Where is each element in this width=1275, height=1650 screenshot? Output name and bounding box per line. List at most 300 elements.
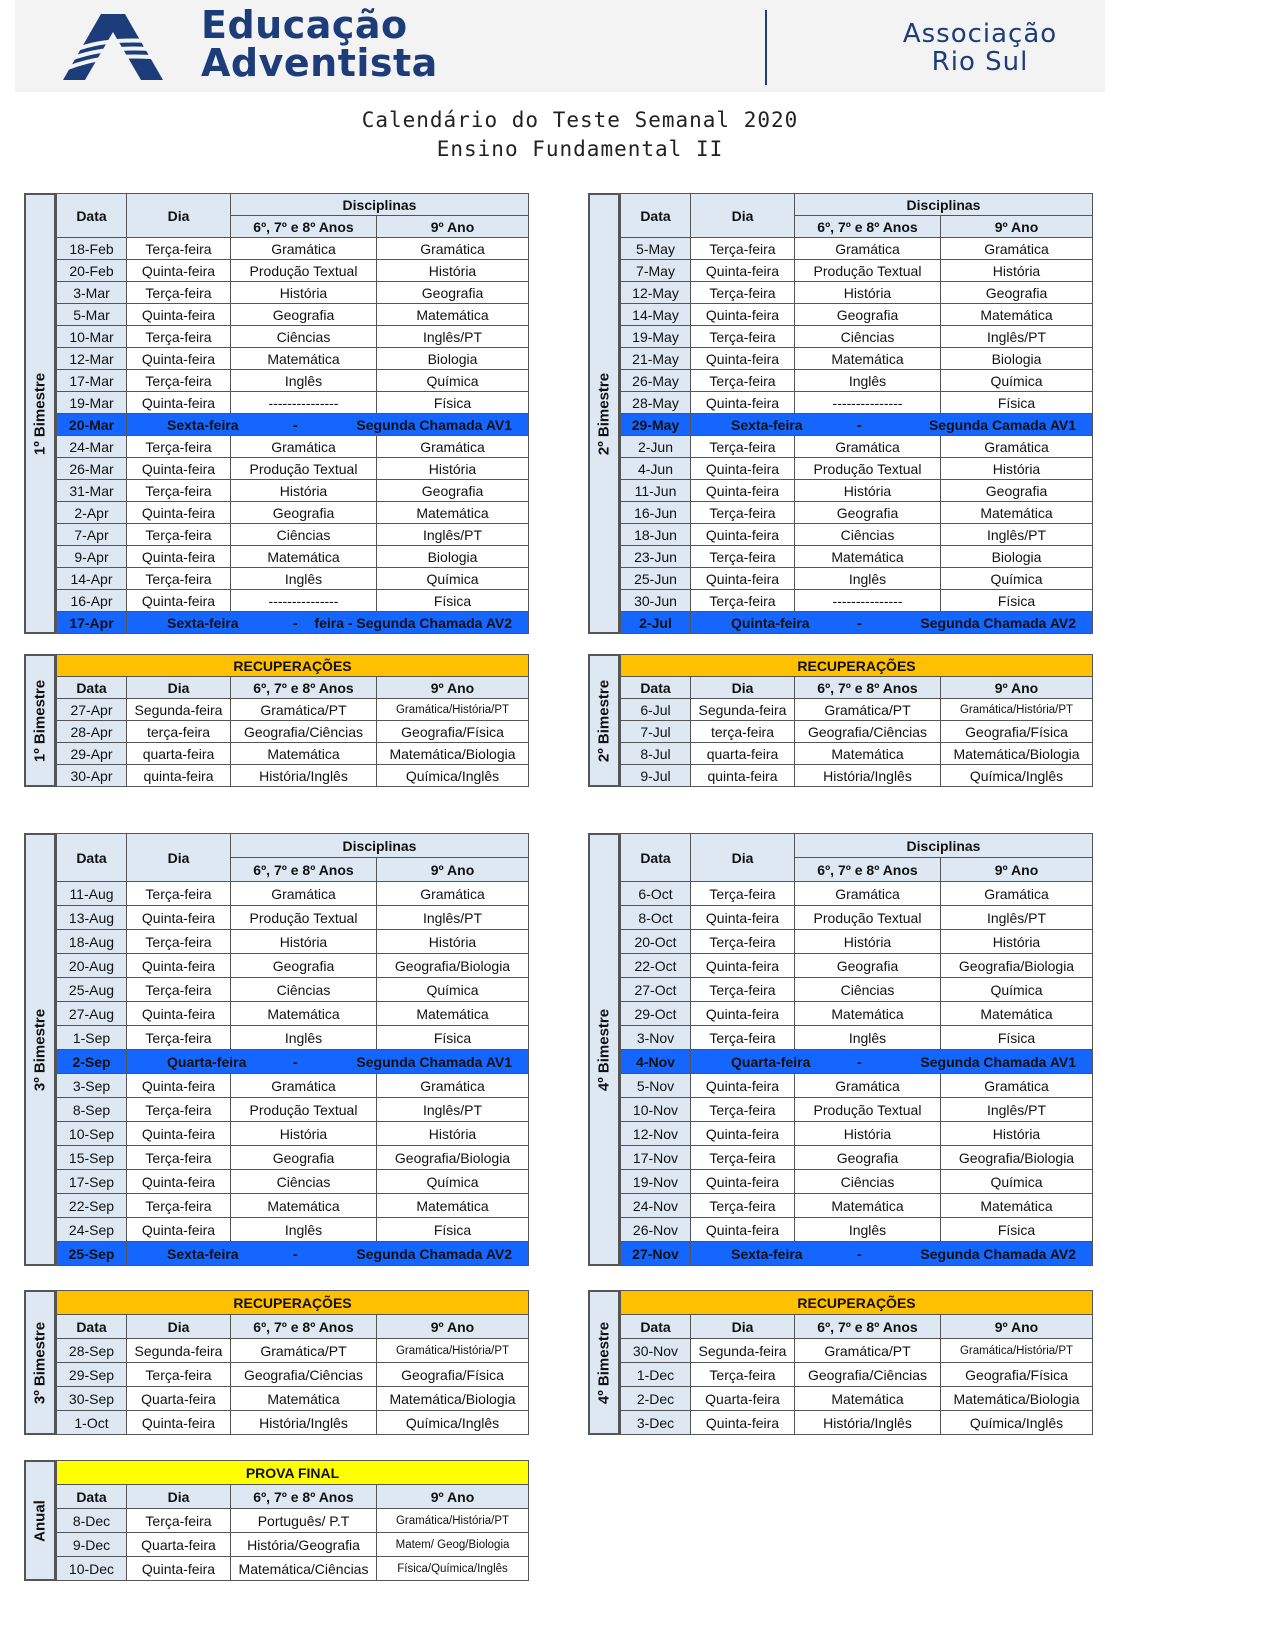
subject-678-cell: Matemática — [795, 1194, 941, 1218]
table-row — [57, 1050, 529, 1074]
table-row — [57, 1557, 529, 1581]
subject-678-cell: Gramática — [795, 1074, 941, 1098]
subject-9-cell: Química — [941, 568, 1093, 590]
header-disciplinas: Disciplinas — [795, 834, 1093, 858]
table-row — [621, 765, 1093, 787]
date-cell: 21-May — [621, 348, 691, 370]
subject-678-cell: Produção Textual — [231, 458, 377, 480]
day-label: Quinta-feira — [731, 614, 810, 631]
day-cell: Terça-feira — [691, 590, 795, 612]
logo-text — [201, 3, 438, 85]
subject-678-cell: História/Inglês — [231, 765, 377, 787]
date-cell: 10-Dec — [57, 1557, 127, 1581]
header-dia: Dia — [691, 834, 795, 882]
subject-9-cell: História — [941, 930, 1093, 954]
table-header-row — [621, 194, 1093, 216]
table-header-row — [57, 1315, 529, 1339]
table-row — [621, 743, 1093, 765]
subject-9-cell: Geografia — [377, 480, 529, 502]
subject-9-cell: Física — [377, 1026, 529, 1050]
table-row — [57, 370, 529, 392]
subject-9-cell: Química — [941, 370, 1093, 392]
dash-separator: - — [293, 1053, 298, 1070]
table-row — [621, 436, 1093, 458]
day-cell: Quinta-feira — [127, 1557, 231, 1581]
table-row — [621, 304, 1093, 326]
date-cell: 2-Jul — [621, 612, 691, 634]
header-dia: Dia — [127, 1485, 231, 1509]
table-row — [621, 612, 1093, 634]
dash-separator: - — [857, 1053, 862, 1070]
subject-678-cell: Matemática — [231, 348, 377, 370]
table-row — [57, 546, 529, 568]
date-cell: 30-Apr — [57, 765, 127, 787]
day-cell: Terça-feira — [691, 1363, 795, 1387]
subject-9-cell: História — [377, 930, 529, 954]
subject-678-cell: Produção Textual — [795, 260, 941, 282]
period-label: 4º Bimestre — [595, 1321, 613, 1404]
segunda-chamada-cell — [691, 612, 1093, 634]
day-cell: Terça-feira — [691, 978, 795, 1002]
date-cell: 8-Oct — [621, 906, 691, 930]
subject-9-cell: Geografia — [941, 282, 1093, 304]
subject-678-cell: História/Geografia — [231, 1533, 377, 1557]
date-cell: 20-Feb — [57, 260, 127, 282]
section-side-label — [588, 833, 620, 1266]
day-label: Sexta-feira — [167, 416, 239, 433]
day-cell: Quinta-feira — [691, 954, 795, 978]
table-row — [57, 304, 529, 326]
table-row — [57, 436, 529, 458]
subject-9-cell: Matemática — [377, 304, 529, 326]
subject-9-cell: Física — [941, 1026, 1093, 1050]
dash-separator: - — [857, 614, 862, 631]
subject-678-cell: Geografia — [231, 304, 377, 326]
day-cell: Quinta-feira — [127, 906, 231, 930]
day-cell: Terça-feira — [127, 1509, 231, 1533]
date-cell: 13-Aug — [57, 906, 127, 930]
day-cell: Quarta-feira — [691, 1387, 795, 1411]
day-cell: quinta-feira — [127, 765, 231, 787]
subject-9-cell: Geografia/Biologia — [377, 1146, 529, 1170]
subject-9-cell: Gramática — [941, 882, 1093, 906]
subject-9-cell: Matemática — [941, 1002, 1093, 1026]
header-678-anos: 6º, 7º e 8º Anos — [795, 677, 941, 699]
subject-9-cell: Química — [941, 978, 1093, 1002]
table-header-row — [57, 194, 529, 216]
page-header — [15, 0, 1105, 92]
date-cell: 29-May — [621, 414, 691, 436]
day-cell: Quinta-feira — [127, 546, 231, 568]
date-cell: 24-Sep — [57, 1218, 127, 1242]
subject-678-cell: Ciências — [231, 524, 377, 546]
subject-678-cell: Geografia — [795, 502, 941, 524]
header-disciplinas: Disciplinas — [231, 194, 529, 216]
table-row — [621, 978, 1093, 1002]
date-cell: 27-Apr — [57, 699, 127, 721]
date-cell: 17-Mar — [57, 370, 127, 392]
table-row — [621, 370, 1093, 392]
day-cell: Quinta-feira — [127, 392, 231, 414]
table-row — [621, 524, 1093, 546]
subject-678-cell: Ciências — [795, 326, 941, 348]
day-cell: Quinta-feira — [127, 1122, 231, 1146]
header-divider — [765, 10, 767, 85]
table-row — [57, 1146, 529, 1170]
assoc-line-1: Associação — [902, 19, 1058, 49]
subject-678-cell: Ciências — [795, 978, 941, 1002]
date-cell: 20-Aug — [57, 954, 127, 978]
subject-9-cell: Gramática/História/PT — [377, 1339, 529, 1363]
segunda-chamada-cell — [127, 612, 529, 634]
day-cell: Terça-feira — [691, 282, 795, 304]
date-cell: 6-Oct — [621, 882, 691, 906]
subject-678-cell: História — [231, 282, 377, 304]
day-cell: Terça-feira — [691, 436, 795, 458]
section-side-label — [24, 1290, 56, 1435]
date-cell: 19-May — [621, 326, 691, 348]
period-label: 2º Bimestre — [595, 372, 613, 455]
header-disciplinas: Disciplinas — [231, 834, 529, 858]
table-row — [621, 1098, 1093, 1122]
day-cell: Quinta-feira — [127, 1074, 231, 1098]
day-cell: Terça-feira — [691, 1026, 795, 1050]
subject-678-cell: Geografia — [231, 502, 377, 524]
subject-678-cell: Produção Textual — [795, 1098, 941, 1122]
date-cell: 1-Sep — [57, 1026, 127, 1050]
day-cell: Terça-feira — [127, 436, 231, 458]
subject-678-cell: História — [231, 1122, 377, 1146]
day-label: Sexta-feira — [167, 614, 239, 631]
logo-line-2: Adventista — [201, 41, 438, 85]
header-dia: Dia — [127, 677, 231, 699]
day-cell: Terça-feira — [127, 282, 231, 304]
section-band-row — [57, 655, 529, 677]
subject-9-cell: História — [377, 458, 529, 480]
subject-678-cell: --------------- — [231, 590, 377, 612]
table-row — [621, 326, 1093, 348]
page-title: Calendário do Teste Semanal 2020 — [361, 108, 799, 132]
segunda-chamada-cell — [127, 1050, 529, 1074]
date-cell: 12-Mar — [57, 348, 127, 370]
subject-9-cell: Matemática — [377, 1002, 529, 1026]
table-row — [57, 906, 529, 930]
date-cell: 28-Apr — [57, 721, 127, 743]
table-row — [621, 458, 1093, 480]
day-cell: Terça-feira — [127, 238, 231, 260]
date-cell: 10-Mar — [57, 326, 127, 348]
subject-678-cell: Matemática — [795, 1002, 941, 1026]
date-cell: 1-Oct — [57, 1411, 127, 1435]
page-subtitle: Ensino Fundamental II — [436, 137, 724, 161]
subject-9-cell: Inglês/PT — [377, 524, 529, 546]
table-header-row — [621, 1315, 1093, 1339]
header-9-ano: 9º Ano — [377, 216, 529, 238]
event-label: feira - Segunda Chamada AV2 — [314, 614, 513, 631]
table-row — [57, 1387, 529, 1411]
date-cell: 28-Sep — [57, 1339, 127, 1363]
subject-678-cell: Gramática — [795, 436, 941, 458]
table-row — [57, 954, 529, 978]
header-dia: Dia — [127, 834, 231, 882]
header-678-anos: 6º, 7º e 8º Anos — [231, 1485, 377, 1509]
date-cell: 27-Oct — [621, 978, 691, 1002]
table-row — [621, 1339, 1093, 1363]
day-label: Sexta-feira — [167, 1245, 239, 1262]
date-cell: 11-Jun — [621, 480, 691, 502]
subject-9-cell: Geografia/Biologia — [941, 1146, 1093, 1170]
table-row — [621, 721, 1093, 743]
header-9-ano: 9º Ano — [377, 858, 529, 882]
subject-9-cell: Matemática — [941, 304, 1093, 326]
header-data: Data — [57, 677, 127, 699]
date-cell: 5-Mar — [57, 304, 127, 326]
date-cell: 3-Dec — [621, 1411, 691, 1435]
prova-final-band: PROVA FINAL — [57, 1461, 529, 1485]
date-cell: 1-Dec — [621, 1363, 691, 1387]
subject-9-cell: Geografia/Física — [377, 721, 529, 743]
section-side-label — [24, 193, 56, 634]
date-cell: 7-May — [621, 260, 691, 282]
day-cell: Terça-feira — [691, 502, 795, 524]
subject-678-cell: Gramática — [795, 882, 941, 906]
date-cell: 2-Apr — [57, 502, 127, 524]
day-cell: Quinta-feira — [691, 1074, 795, 1098]
subject-9-cell: Inglês/PT — [377, 906, 529, 930]
date-cell: 8-Dec — [57, 1509, 127, 1533]
table-row — [621, 392, 1093, 414]
subject-9-cell: Biologia — [377, 348, 529, 370]
subject-678-cell: História — [795, 480, 941, 502]
date-cell: 12-Nov — [621, 1122, 691, 1146]
day-cell: Segunda-feira — [691, 699, 795, 721]
day-cell: Terça-feira — [127, 1363, 231, 1387]
subject-678-cell: Ciências — [795, 1170, 941, 1194]
table-row — [621, 1363, 1093, 1387]
subject-9-cell: História — [941, 458, 1093, 480]
date-cell: 19-Mar — [57, 392, 127, 414]
subject-9-cell: Física — [941, 590, 1093, 612]
date-cell: 26-Nov — [621, 1218, 691, 1242]
subject-678-cell: Geografia — [795, 304, 941, 326]
table-row — [621, 1146, 1093, 1170]
subject-9-cell: História — [941, 260, 1093, 282]
subject-678-cell: História — [795, 282, 941, 304]
day-cell: Quinta-feira — [691, 1411, 795, 1435]
date-cell: 8-Sep — [57, 1098, 127, 1122]
event-label: Segunda Chamada AV2 — [920, 1245, 1077, 1262]
header-data: Data — [621, 1315, 691, 1339]
date-cell: 20-Mar — [57, 414, 127, 436]
date-cell: 2-Sep — [57, 1050, 127, 1074]
date-cell: 7-Jul — [621, 721, 691, 743]
subject-678-cell: Ciências — [231, 1170, 377, 1194]
subject-678-cell: História — [795, 930, 941, 954]
table-row — [57, 1170, 529, 1194]
subject-678-cell: Geografia — [231, 954, 377, 978]
section-side-label — [24, 833, 56, 1266]
table-row — [57, 1242, 529, 1266]
table-row — [57, 392, 529, 414]
date-cell: 17-Apr — [57, 612, 127, 634]
day-cell: Quinta-feira — [127, 260, 231, 282]
day-cell: Terça-feira — [127, 978, 231, 1002]
subject-678-cell: Matemática — [795, 743, 941, 765]
subject-678-cell: Matemática — [795, 1387, 941, 1411]
subject-9-cell: Inglês/PT — [377, 326, 529, 348]
day-cell: Quinta-feira — [691, 458, 795, 480]
subject-678-cell: História — [231, 480, 377, 502]
table-row — [57, 1363, 529, 1387]
subject-9-cell: Inglês/PT — [941, 524, 1093, 546]
day-cell: Segunda-feira — [127, 1339, 231, 1363]
day-cell: Quinta-feira — [691, 392, 795, 414]
subject-678-cell: --------------- — [795, 590, 941, 612]
segunda-chamada-cell — [127, 1242, 529, 1266]
header-disciplinas: Disciplinas — [795, 194, 1093, 216]
period-label: 3º Bimestre — [31, 1321, 49, 1404]
subject-9-cell: Matemática/Biologia — [941, 1387, 1093, 1411]
event-label: Segunda Chamada AV2 — [920, 614, 1077, 631]
section-side-label — [588, 1290, 620, 1435]
schedule-table — [620, 193, 1093, 634]
header-data: Data — [57, 194, 127, 238]
date-cell: 22-Sep — [57, 1194, 127, 1218]
day-cell: Terça-feira — [127, 568, 231, 590]
header-data: Data — [57, 1485, 127, 1509]
table-row — [57, 1339, 529, 1363]
table-row — [621, 260, 1093, 282]
table-row — [621, 699, 1093, 721]
table-row — [57, 1411, 529, 1435]
subject-9-cell: Gramática — [941, 238, 1093, 260]
subject-678-cell: --------------- — [231, 392, 377, 414]
date-cell: 27-Aug — [57, 1002, 127, 1026]
subject-678-cell: Inglês — [795, 568, 941, 590]
subject-678-cell: Inglês — [795, 370, 941, 392]
date-cell: 8-Jul — [621, 743, 691, 765]
subject-9-cell: Química/Inglês — [941, 1411, 1093, 1435]
schedule-table — [56, 1460, 529, 1581]
header-678-anos: 6º, 7º e 8º Anos — [795, 1315, 941, 1339]
table-row — [621, 882, 1093, 906]
day-cell: Quinta-feira — [691, 524, 795, 546]
subject-9-cell: Química — [377, 568, 529, 590]
header-678-anos: 6º, 7º e 8º Anos — [231, 858, 377, 882]
subject-9-cell: Matemática/Biologia — [377, 743, 529, 765]
table-row — [621, 1002, 1093, 1026]
table-row — [57, 480, 529, 502]
day-cell: Segunda-feira — [691, 1339, 795, 1363]
date-cell: 10-Sep — [57, 1122, 127, 1146]
table-row — [57, 882, 529, 906]
table-header-row — [57, 834, 529, 858]
table-row — [57, 568, 529, 590]
header-9-ano: 9º Ano — [377, 677, 529, 699]
subject-678-cell: Geografia/Ciências — [231, 721, 377, 743]
subject-678-cell: Ciências — [795, 524, 941, 546]
date-cell: 24-Mar — [57, 436, 127, 458]
date-cell: 29-Apr — [57, 743, 127, 765]
day-cell: Terça-feira — [127, 1026, 231, 1050]
date-cell: 10-Nov — [621, 1098, 691, 1122]
date-cell: 29-Sep — [57, 1363, 127, 1387]
date-cell: 2-Jun — [621, 436, 691, 458]
day-cell: Terça-feira — [691, 370, 795, 392]
subject-9-cell: Geografia/Biologia — [941, 954, 1093, 978]
day-cell: Quinta-feira — [127, 304, 231, 326]
day-cell: Terça-feira — [127, 1098, 231, 1122]
date-cell: 24-Nov — [621, 1194, 691, 1218]
day-cell: Quarta-feira — [127, 1387, 231, 1411]
subject-9-cell: Inglês/PT — [377, 1098, 529, 1122]
table-row — [621, 414, 1093, 436]
day-cell: Quinta-feira — [691, 348, 795, 370]
table-row — [621, 238, 1093, 260]
logo-line-1: Educação — [201, 3, 408, 47]
header-data: Data — [621, 834, 691, 882]
subject-9-cell: Física — [377, 1218, 529, 1242]
subject-678-cell: História — [231, 930, 377, 954]
subject-678-cell: Matemática — [231, 743, 377, 765]
header-9-ano: 9º Ano — [377, 1315, 529, 1339]
day-label: Sexta-feira — [731, 1245, 803, 1262]
table-row — [57, 348, 529, 370]
day-cell: Terça-feira — [691, 238, 795, 260]
dash-separator: - — [293, 416, 298, 433]
table-row — [621, 1074, 1093, 1098]
day-cell: Terça-feira — [127, 1146, 231, 1170]
day-cell: Quinta-feira — [691, 1170, 795, 1194]
section-band-row — [57, 1461, 529, 1485]
table-row — [57, 524, 529, 546]
schedule-table — [620, 833, 1093, 1266]
header-data: Data — [621, 677, 691, 699]
subject-9-cell: Matemática — [377, 502, 529, 524]
table-row — [57, 765, 529, 787]
table-row — [57, 458, 529, 480]
subject-9-cell: Geografia/Física — [941, 1363, 1093, 1387]
subject-678-cell: Inglês — [231, 1026, 377, 1050]
section-side-label — [588, 654, 620, 787]
day-cell: Terça-feira — [691, 326, 795, 348]
day-cell: Quinta-feira — [127, 954, 231, 978]
subject-678-cell: Matemática — [231, 546, 377, 568]
date-cell: 3-Mar — [57, 282, 127, 304]
header-dia: Dia — [691, 677, 795, 699]
date-cell: 22-Oct — [621, 954, 691, 978]
subject-678-cell: Gramática — [231, 238, 377, 260]
subject-9-cell: Biologia — [941, 546, 1093, 568]
date-cell: 11-Aug — [57, 882, 127, 906]
subject-678-cell: Produção Textual — [231, 1098, 377, 1122]
dash-separator: - — [293, 1245, 298, 1262]
header-data: Data — [621, 194, 691, 238]
date-cell: 29-Oct — [621, 1002, 691, 1026]
table-row — [621, 1194, 1093, 1218]
subject-9-cell: Biologia — [377, 546, 529, 568]
event-label: Segunda Chamada AV2 — [356, 1245, 513, 1262]
date-cell: 31-Mar — [57, 480, 127, 502]
table-row — [621, 1170, 1093, 1194]
subject-9-cell: Gramática — [377, 238, 529, 260]
date-cell: 4-Nov — [621, 1050, 691, 1074]
date-cell: 26-May — [621, 370, 691, 392]
table-row — [621, 954, 1093, 978]
subject-9-cell: Matemática — [941, 502, 1093, 524]
date-cell: 12-May — [621, 282, 691, 304]
day-cell: Quinta-feira — [127, 458, 231, 480]
